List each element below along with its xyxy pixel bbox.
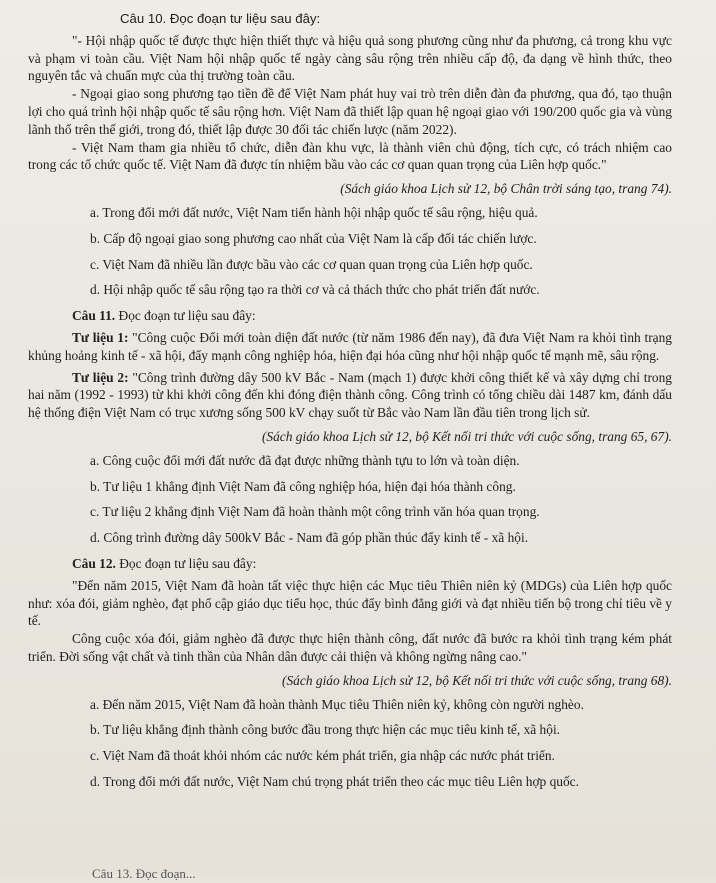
- q11-source: (Sách giáo khoa Lịch sử 12, bộ Kết nối tri thức với cuộc sống, trang 65, 67).: [261, 428, 672, 444]
- q11-document-2: [28, 369, 672, 422]
- q10-option-b: b. Cấp độ ngoại giao song phương cao nhất của Việt Nam là cấp đối tác chiến lược.: [90, 230, 537, 246]
- q11-option-b: b. Tư liệu 1 khẳng định Việt Nam đã công nghiệp hóa, hiện đại hóa thành công.: [90, 478, 516, 494]
- q10-paragraph-2: - Ngoại giao song phương tạo tiền đề để Việt Nam phát huy vai trò trên diễn đàn đa phương, qua đó, tạo thuận lợi cho quá trình hội nhập quốc tế sâu rộng hơn. Việt Nam đã thiết lập quan hệ ngoại giao với 190/200 quốc gia và vùng lãnh thổ trên thế giới, trong đó, thiết lập được 30 đối tác chiến lược (năm 2022).: [28, 86, 672, 137]
- q11-option-d: d. Công trình đường dây 500kV Bắc - Nam đã góp phần thúc đẩy kinh tế - xã hội.: [90, 530, 529, 546]
- q12-title-text: Đọc đoạn tư liệu sau đây:: [115, 555, 257, 571]
- q11-document-2-text: "Công trình đường dây 500 kV Bắc - Nam (mạch 1) được khởi công thiết kế và xây dựng chỉ trong hai năm (1992 - 1993) từ khi khởi công đến khi đóng điện thành công. Công trình có tổng chiều dài 1487 km, đánh dấu hệ thống điện Việt Nam có trục xương sống 500 kV chạy suốt từ Bắc vào Nam lần đầu tiên trong lịch sử.: [28, 369, 672, 421]
- q11-document-1-text: "Công cuộc Đổi mới toàn diện đất nước (từ năm 1986 đến nay), đã đưa Việt Nam ra khỏi tình trạng khủng hoảng kinh tế - xã hội, đẩy mạnh công nghiệp hóa, hiện đại hóa cũng như hội nhập quốc tế mạnh mẽ, sâu rộng.: [28, 329, 672, 363]
- q11-title-text: Đọc đoạn tư liệu sau đây:: [115, 308, 256, 324]
- q11-document-2-label: Tư liệu 2:: [72, 369, 129, 385]
- q10-paragraph-1: "- Hội nhập quốc tế được thực hiện thiết thực và hiệu quả song phương cũng như đa phương, cả trong khu vực và phạm vi toàn cầu. Việt Nam hội nhập quốc tế ngày càng sâu rộng trên nhiều cấp độ, đa dạng về hình thức, theo nguyên tắc và chuẩn mực của thị trường toàn cầu.: [28, 32, 672, 84]
- q10-option-a: a. Trong đổi mới đất nước, Việt Nam tiến hành hội nhập quốc tế sâu rộng, hiệu quả.: [90, 204, 538, 220]
- q11-document-1-label: Tư liệu 1:: [72, 329, 129, 345]
- q12-paragraph-1: "Đến năm 2015, Việt Nam đã hoàn tất việc thực hiện các Mục tiêu Thiên niên kỷ (MDGs) của Liên hợp quốc như: xóa đói, giảm nghèo, đạt phổ cập giáo dục tiểu học, thúc đẩy bình đẳng giới và đạt nhiều tiến bộ trong chỉ tiêu về y tế.: [28, 577, 672, 629]
- q12-source: (Sách giáo khoa Lịch sử 12, bộ Kết nối tri thức với cuộc sống, trang 68).: [282, 672, 672, 688]
- q12-paragraph-2: Công cuộc xóa đói, giảm nghèo đã được thực hiện thành công, đất nước đã bước ra khỏi tình trạng kém phát triển. Đời sống vật chất và tinh thần của Nhân dân được cải thiện và không ngừng nâng cao.": [28, 631, 672, 664]
- q12-title: [72, 555, 672, 573]
- q12-option-a: a. Đến năm 2015, Việt Nam đã hoàn thành Mục tiêu Thiên niên kỷ, không còn người nghèo.: [90, 696, 584, 712]
- q11-option-a: a. Công cuộc đổi mới đất nước đã đạt được những thành tựu to lớn và toàn diện.: [90, 452, 520, 468]
- q12-option-d: d. Trong đổi mới đất nước, Việt Nam chú trọng phát triển theo các mục tiêu Liên hợp quốc.: [90, 773, 579, 789]
- q10-option-c: c. Việt Nam đã nhiều lần được bầu vào các cơ quan quan trọng của Liên hợp quốc.: [90, 256, 533, 272]
- q12-option-b: b. Tư liệu khẳng định thành công bước đầu trong thực hiện các mục tiêu kinh tế, xã hội.: [90, 722, 561, 738]
- q11-option-c: c. Tư liệu 2 khẳng định Việt Nam đã hoàn thành một công trình văn hóa quan trọng.: [90, 504, 540, 520]
- q10-title: Câu 10. Đọc đoạn tư liệu sau đây:: [120, 11, 321, 26]
- next-question-cutoff: Câu 13. Đọc đoạn...: [92, 866, 196, 882]
- q11-title: [72, 307, 672, 325]
- q11-title-number: Câu 11.: [72, 308, 116, 324]
- q10-option-d: d. Hội nhập quốc tế sâu rộng tạo ra thời cơ và cả thách thức cho phát triển đất nước.: [90, 282, 540, 298]
- q10-paragraph-3: - Việt Nam tham gia nhiều tổ chức, diễn đàn khu vực, là thành viên chủ động, tích cực, có trách nhiệm cao trong các tổ chức quốc tế. Việt Nam đã được tín nhiệm bầu vào các cơ quan quan trọng của Liên hợp quốc.": [28, 139, 672, 173]
- q11-document-1: [28, 329, 672, 365]
- q12-title-number: Câu 12.: [72, 555, 116, 571]
- q12-option-c: c. Việt Nam đã thoát khỏi nhóm các nước kém phát triển, gia nhập các nước phát triển.: [90, 748, 555, 764]
- q10-source: (Sách giáo khoa Lịch sử 12, bộ Chân trời sáng tạo, trang 74).: [340, 181, 672, 197]
